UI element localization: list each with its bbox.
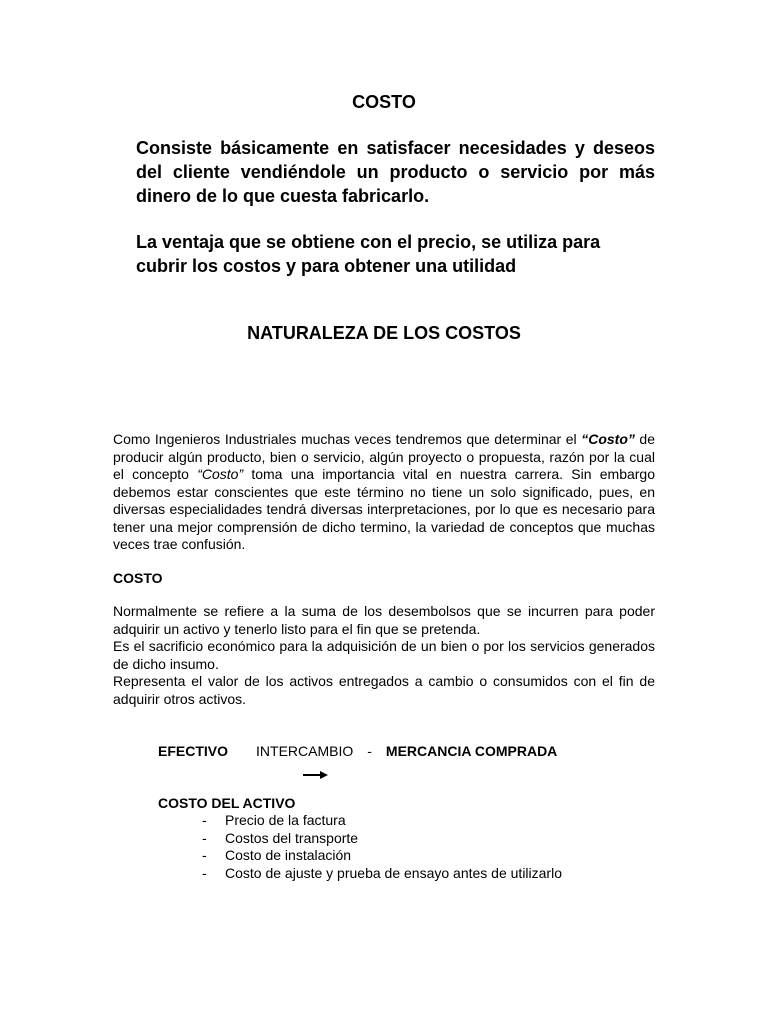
mercancia-label: MERCANCIA COMPRADA: [385, 743, 558, 759]
intercambio-label: INTERCAMBIO: [256, 743, 354, 759]
costo-activo-list: [200, 812, 562, 882]
intro-paragraph: [113, 431, 655, 554]
section-title: NATURALEZA DE LOS COSTOS: [247, 323, 521, 343]
list-item: - Costos del transporte: [200, 830, 562, 848]
costo-description: [113, 603, 655, 708]
definition-paragraph-2: La ventaja que se obtiene con el precio, se utiliza para cubrir los costos y para obtener una utilidad: [136, 232, 601, 276]
intro-text-part-3: toma una importancia vital en nuestra carrera. Sin embargo debemos estar conscientes que este término no tiene un solo significado, pues, en diversas especialidades tendrá diversas interpretaciones, por lo que es necesario para tener una mejor comprensión de dicho termino, la variedad de conceptos que muchas veces trae confusión.: [113, 466, 655, 552]
costo-activo-title: COSTO DEL ACTIVO: [158, 795, 296, 811]
exchange-dash: -: [367, 743, 372, 759]
intro-term-costo: “Costo”: [197, 466, 244, 482]
costo-description-line-1: Normalmente se refiere a la suma de los desembolsos que se incurren para poder adquirir un activo y tenerlo listo para el fin que se pretenda.: [113, 603, 655, 637]
costo-description-line-3: Representa el valor de los activos entregados a cambio o consumidos con el fin de adquirir otros activos.: [113, 673, 655, 707]
costo-subtitle: COSTO: [113, 570, 163, 586]
document-title: COSTO: [352, 92, 416, 112]
costo-description-line-2: Es el sacrificio económico para la adquisición de un bien o por los servicios generados de dicho insumo.: [113, 638, 655, 672]
right-arrow-icon: [303, 768, 329, 786]
exchange-row: [158, 743, 557, 760]
efectivo-label: EFECTIVO: [158, 743, 229, 759]
list-item: - Precio de la factura: [200, 812, 562, 830]
intro-term-costo-emphasis: “Costo”: [581, 431, 635, 447]
intro-text-part-2: de producir algún producto, bien o servicio, algún proyecto o propuesta, razón por la cual el concepto: [113, 431, 655, 482]
definition-paragraph-1: Consiste básicamente en satisfacer necesidades y deseos del cliente vendiéndole un producto o servicio por más dinero de lo que cuesta fabricarlo.: [136, 138, 655, 206]
list-item: - Costo de ajuste y prueba de ensayo antes de utilizarlo: [200, 865, 562, 883]
list-item: - Costo de instalación: [200, 847, 562, 865]
intro-text-part-1: Como Ingenieros Industriales muchas veces tendremos que determinar el: [113, 431, 582, 447]
